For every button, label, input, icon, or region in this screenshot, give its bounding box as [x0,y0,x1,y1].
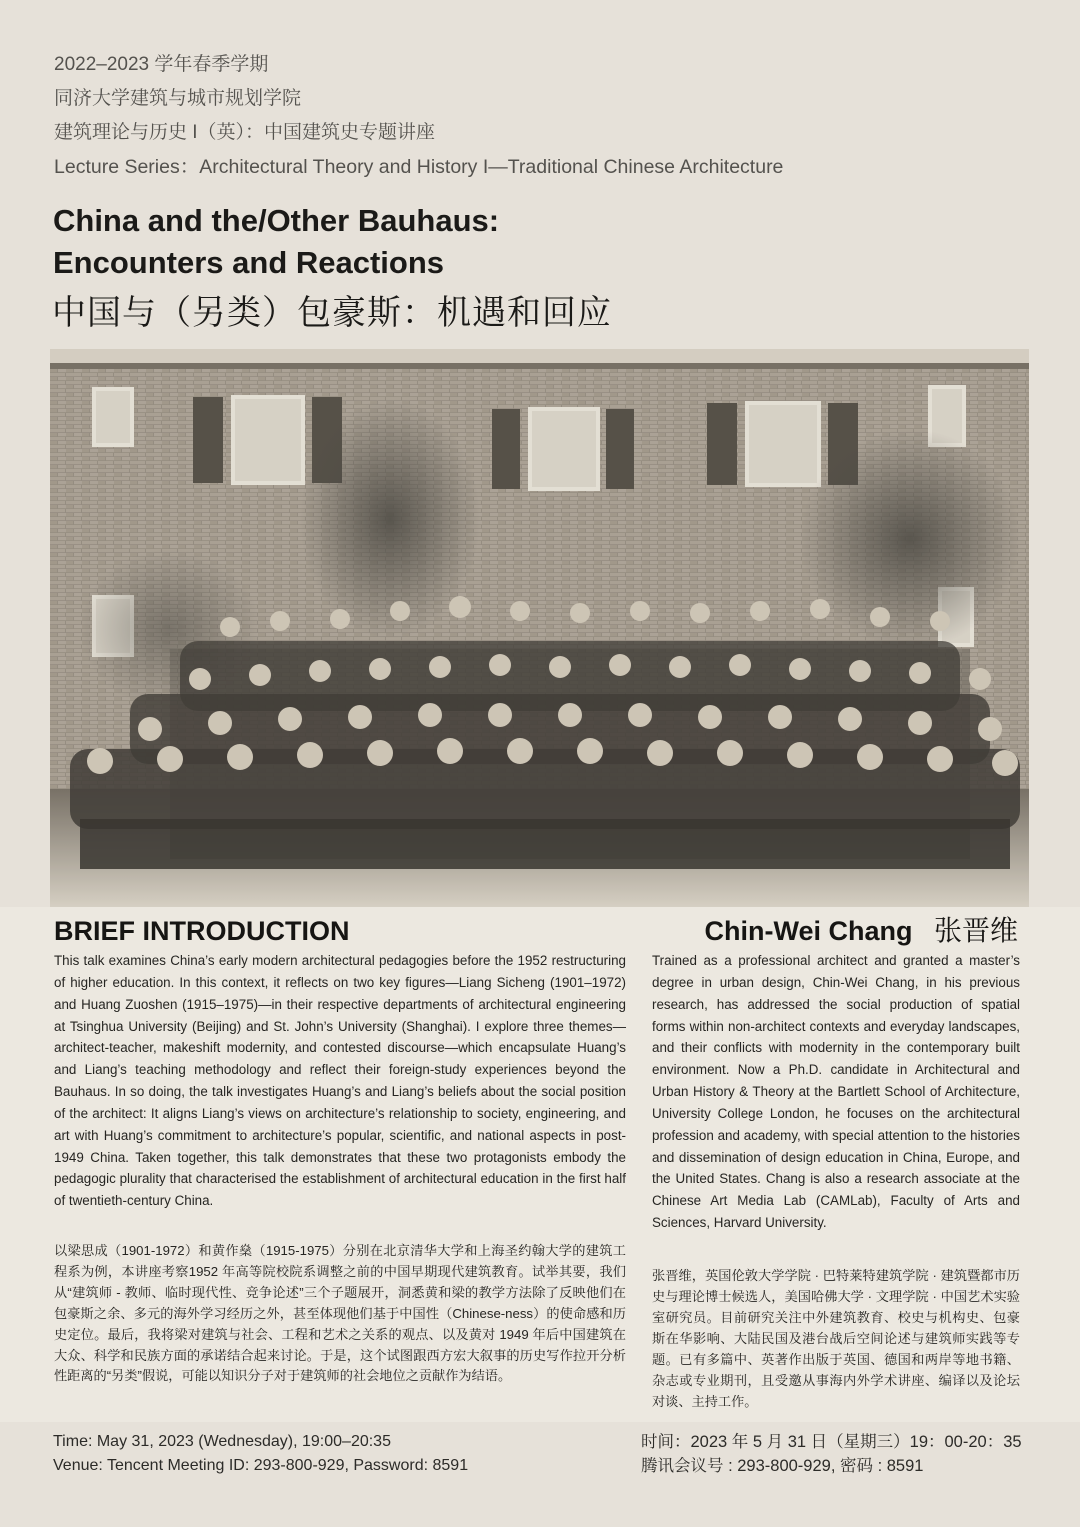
intro-chinese-paragraph: 以梁思成（1901-1972）和黄作燊（1915-1975）分别在北京清华大学和上海圣约翰大学的建筑工程系为例，本讲座考察1952 年高等院校院系调整之前的中国早期现代建筑教育。试举其要，我们从“建筑师 - 教师、临时现代性、竞争论述”三个子题展开，洞悉黄和梁的教学方法除了反映他们在包豪斯之余、多元的海外学习经历之外，甚至体现他们基于中国性（Chinese-ness）的使命感和历史定位。最后，我将梁对建筑与社会、工程和艺术之关系的观点、以及黄对 1949 年后中国建筑在大众、科学和民族方面的承诺结合起来讨论。于是，这个试图跟西方宏大叙事的历史写作拉开分析性距离的“另类”假说，可能以知识分子对于建筑师的社会地位之贡献作为结语。 [54,1243,626,1384]
speaker-bio-chinese: 张晋维，英国伦敦大学学院 · 巴特莱特建筑学院 · 建筑暨都市历史与理论博士候选人，美国哈佛大学 · 文理学院 · 中国艺术实验室研究员。目前研究关注中外建筑教育、校史与机构史、包豪斯在华影响、大陆民国及港台战后空间论述与建筑师实践等专题。已有多篇中、英著作出版于英国、德国和两岸等地书籍、杂志或专业期刊，且受邀从事海内外学术讲座、编译以及论坛对谈、主持工作。 [652,1268,1020,1409]
speaker-name-en: Chin-Wei Chang [704,916,913,946]
event-time-en: Time: May 31, 2023 (Wednesday), 19:00–20:35 [53,1433,391,1450]
semester-line: 2022–2023 学年春季学期 [54,54,269,75]
title-en-line2: Encounters and Reactions [53,245,445,280]
event-venue-en: Venue: Tencent Meeting ID: 293-800-929, Password: 8591 [53,1457,469,1474]
event-time-zh: 时间：2023 年 5 月 31 日（星期三）19：00-20：35 [641,1433,1022,1451]
header [54,50,783,182]
speaker-name-zh: 张晋维 [933,915,1018,946]
event-info-en [53,1430,468,1478]
school-line: 同济大学建筑与城市规划学院 [54,88,302,109]
speaker-heading [704,914,1018,948]
group-photo [50,349,1029,907]
course-zh-line: 建筑理论与历史 I（英）：中国建筑史专题讲座 [54,122,436,143]
title-en [53,200,499,284]
intro-english-paragraph: This talk examines China’s early modern architectural pedagogies before the 1952 restructuring of higher education. In this context, it reflects on two key figures—Liang Sicheng (1901–1972) and Huang Zuoshen (1915–1975)—in their respective departments of architectural engineering at Tsinghua University (Beijing) and St. John’s University (Shanghai). I explore three themes—architect-teacher, makeshift modernity, and contested discourse—which encapsulate Huang’s and Liang’s teaching methodology and reflect their foreign-study experiences beyond the Bauhaus. In so doing, the talk investigates Huang’s and Liang’s beliefs about the social position of the architect: It aligns Liang’s views on architecture’s relationship to society, engineering, and art with Huang’s commitment to architecture’s popular, scientific, and national aspects in post-1949 China. Taken together, this talk demonstrates that these two protagonists embody the pedagogic plurality that characterised the establishment of architectural education in the first half of twentieth-century China. [54,953,626,1209]
intro-heading: BRIEF INTRODUCTION [54,916,350,946]
speaker-bio-english: Trained as a professional architect and granted a master’s degree in urban design, Chin-Wei Chang, in his previous research, has addressed the social production of spatial forms within non-architect contexts and everyday landscapes, and their conflicts with modernity in the contemporary built environment. Now a Ph.D. candidate in Architectural and Urban History & Theory at the Bartlett School of Architecture, University College London, he focuses on the architectural profession and academy, with special attention to the histories and dissemination of design education in China, Europe, and the United States. Chang is also a research associate at the Chinese Art Media Lab (CAMLab), Faculty of Arts and Sciences, Harvard University. [652,953,1020,1231]
course-en-line: Lecture Series：Architectural Theory and History I—Traditional Chinese Architecture [54,156,784,178]
event-venue-zh: 腾讯会议号 : 293-800-929, 密码 : 8591 [641,1457,924,1475]
title-zh: 中国与（另类）包豪斯：机遇和回应 [52,294,612,332]
event-info-zh [641,1430,1022,1478]
title-en-line1: China and the/Other Bauhaus: [53,203,500,238]
